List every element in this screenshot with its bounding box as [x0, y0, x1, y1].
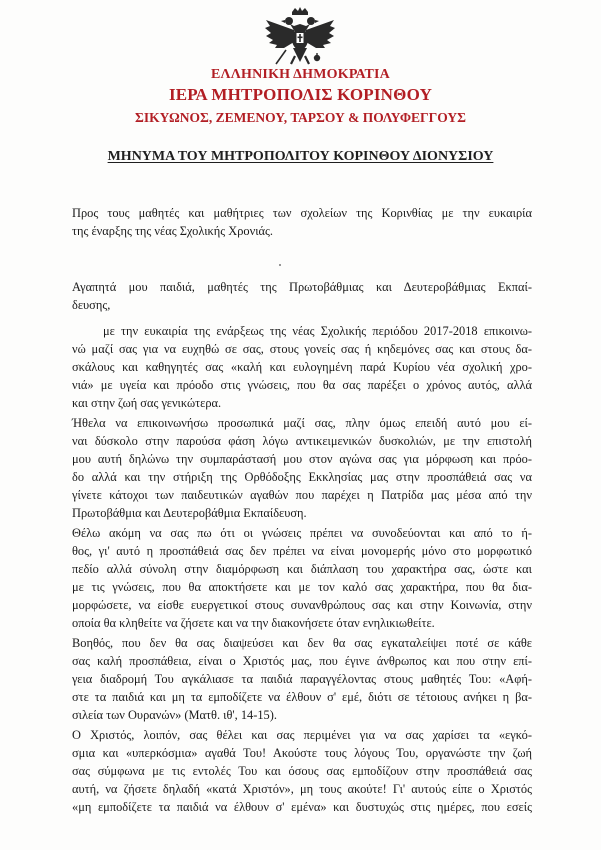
body-line: θος, γι' αυτό η προσπάθειά σας δεν πρέπει να είναι μονομερής μόνο στο μορφωτικό [72, 544, 532, 558]
body-line: «μη εμποδίζετε τα παιδιά να έλθουν σ' εμένα» και δυστυχώς στις ημέρες, που εσείς [72, 800, 532, 814]
body-line: δευσης, [72, 298, 111, 312]
metropolis-heading: ΙΕΡΑ ΜΗΤΡΟΠΟΛΙΣ ΚΟΡΙΝΘΟΥ [168, 85, 433, 104]
body-line: σκάλους και καθηγητές σας «καλή και ευλογημένη παρά Κυρίου νέα σχολική χρο- [72, 360, 532, 374]
body-line: γεια διαδρομή Του αγκάλιασε τα παιδιά παραγγέλοντας στους μαθητές Του: «Αφή- [72, 672, 532, 686]
body-line: ναι δύσκολο στην παρούσα φάση λόγω αντικειμενικών δυσκολιών, με την επιστολή [72, 434, 532, 448]
body-line: σμια και «υπερκόσμια» αγαθά Του! Ακούστε τους λόγους Του, οργανώστε την ζωή [72, 746, 532, 760]
message-title [0, 149, 601, 165]
body-line: δο αλλά και την στήριξη της Ορθόδοξης Εκκλησίας μας στην προσπάθειά σας να [72, 470, 532, 484]
body-line: της έναρξης της νέας Σχολικής Χρονιάς. [72, 224, 274, 238]
scan-speck [279, 264, 281, 266]
body-line: σας καλή προσπάθεια, είναι ο Χριστός μας, που έγινε άνθρωπος και που στην επί- [72, 654, 532, 668]
body-line: μορφώσετε, να είσθε ευεργετικοί στους συνανθρώπους σας και στην Κοινωνία, στην [72, 598, 532, 612]
body-line: μου αυτή δηλώνω την συμπαράστασή μου στον αγώνα σας για μόρφωση και πρόο- [72, 452, 532, 466]
body-line: σιλεία των Ουρανών» (Ματθ. ιθ', 14-15). [72, 708, 277, 722]
body-line: Ήθελα να επικοινωνήσω προσωπικά μαζί σας, πλην όμως επειδή αυτό μου εί- [72, 416, 532, 430]
body-line: με την ευκαιρία της ενάρξεως της νέας Σχολικής περιόδου 2017-2018 επικοινω- [103, 324, 532, 338]
body-line: νώ μαζί σας για να ευχηθώ σε σας, στους γονείς σας ή κηδεμόνες σας και στους δα- [72, 342, 532, 356]
body-line: Ο Χριστός, λοιπόν, σας θέλει και σας περιμένει για να σας χαρίσει τα «εγκό- [72, 728, 532, 742]
body-line: Θέλω ακόμη να σας πω ότι οι γνώσεις πρέπει να συνοδεύονται και από το ή- [72, 526, 532, 540]
body-line: οποία θα κληθείτε να ζήσετε και να την διακονήσετε όταν ενηλικιωθείτε. [72, 616, 435, 630]
country-heading: ΕΛΛΗΝΙΚΗ ΔΗΜΟΚΡΑΤΙΑ [211, 67, 390, 82]
body-line: Βοηθός, που δεν θα σας διαψεύσει και δεν θα σας εγκαταλείψει ποτέ σε κάθε [72, 636, 532, 650]
body-line: στε τα παιδιά και μη τα εμποδίζετε να έλθουν σ' εμέ, διότι σε τέτοιους ανήκει η βα- [72, 690, 532, 704]
double-headed-eagle-emblem [262, 6, 338, 68]
body-line: με τις γνώσεις, που θα αποκτήσετε και με τον καλό σας χαρακτήρα, που θα δια- [72, 580, 532, 594]
body-line: Πρωτοβάθμια και Δευτεροβάθμια Εκπαίδευση. [72, 506, 307, 520]
body-line: νιά» με υγεία και πρόοδο στις γνώσεις, που θα σας παρέξει ο χρόνος αυτός, αλλά [72, 378, 532, 392]
body-line: αυτή, να ζήσετε δηλαδή «κατά Χριστόν», μη τους ακούτε! Γι' αυτούς είπε ο Χριστός [72, 782, 532, 796]
body-line: πεδίο αλλά σύνολη στην διαμόρφωση και διάπλαση του χαρακτήρα σας, ώστε και [72, 562, 532, 576]
body-line: σας σύμφωνα με τις εντολές Του και όσους σας εμποδίζουν στην προσπάθειά σας [72, 764, 532, 778]
body-line: Αγαπητά μου παιδιά, μαθητές της Πρωτοβάθμιας και Δευτεροβάθμιας Εκπαί- [72, 280, 532, 294]
message-title-text: ΜΗΝΥΜΑ ΤΟΥ ΜΗΤΡΟΠΟΛΙΤΟΥ ΚΟΡΙΝΘΟΥ ΔΙΟΝΥΣΙΟΥ [107, 149, 494, 164]
body-line: γίνετε κάτοχοι των παιδευτικών αγαθών που παρέχει η Πατρίδα μας μέσα από την [72, 488, 532, 502]
body-line: και στην ζωή σας γενικώτερα. [72, 396, 222, 410]
sees-subheading: ΣΙΚΥΩΝΟΣ, ΖΕΜΕΝΟΥ, ΤΑΡΣΟΥ & ΠΟΛΥΦΕΓΓΟΥΣ [135, 110, 466, 125]
body-line: Προς τους μαθητές και μαθήτριες των σχολείων της Κορινθίας με την ευκαιρία [72, 206, 532, 220]
